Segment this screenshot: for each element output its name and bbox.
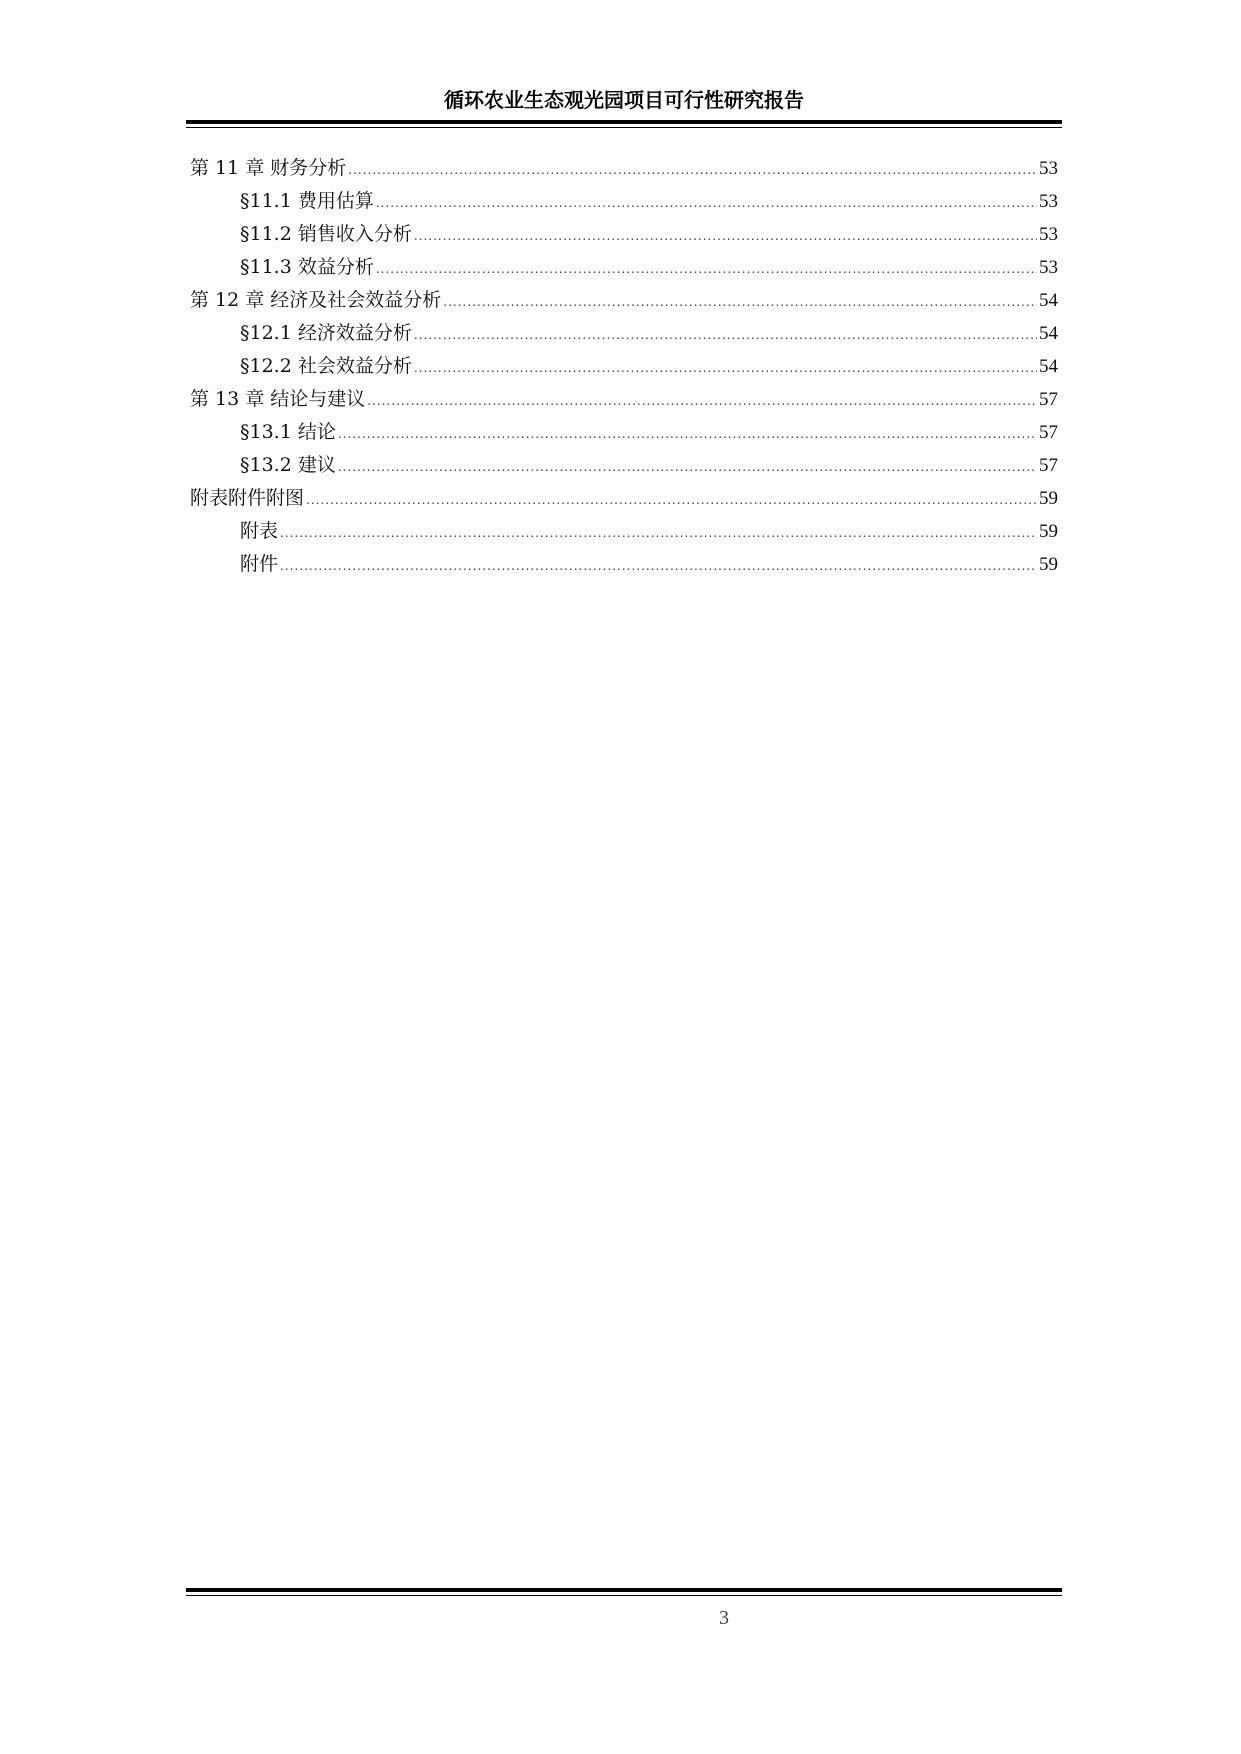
toc-entry[interactable]	[190, 548, 1058, 581]
toc-entry-label: §13.2 建议	[240, 454, 336, 476]
toc-entry[interactable]	[190, 515, 1058, 548]
header-title: 循环农业生态观光园项目可行性研究报告	[444, 88, 804, 112]
toc-entry[interactable]	[190, 449, 1058, 482]
toc-entry-page: 53	[1039, 224, 1058, 245]
toc-entry-label: §12.2 社会效益分析	[240, 355, 412, 377]
toc-entry-page: 54	[1039, 356, 1058, 377]
toc-entry-page: 54	[1039, 323, 1058, 344]
toc-entry-label: 附件	[240, 553, 279, 575]
header-rule-thick	[186, 120, 1062, 124]
table-of-contents	[190, 152, 1058, 581]
footer-rule-thick	[186, 1588, 1062, 1592]
toc-entry-page: 53	[1039, 191, 1058, 212]
toc-leader-dots	[376, 187, 1037, 220]
toc-entry-label: 第 12 章 经济及社会效益分析	[190, 289, 442, 311]
toc-entry-page: 54	[1039, 290, 1058, 311]
toc-entry-label: 第 13 章 结论与建议	[190, 388, 366, 410]
toc-leader-dots	[414, 352, 1037, 385]
toc-entry[interactable]	[190, 482, 1058, 515]
toc-entry[interactable]	[190, 350, 1058, 383]
toc-entry[interactable]	[190, 284, 1058, 317]
toc-entry-label: §13.1 结论	[240, 421, 336, 443]
toc-entry-page: 53	[1039, 257, 1058, 278]
toc-entry-label: §11.1 费用估算	[240, 190, 374, 212]
toc-entry-page: 57	[1039, 389, 1058, 410]
toc-leader-dots	[280, 550, 1037, 583]
toc-leader-dots	[338, 451, 1037, 484]
header-rule-thin	[186, 127, 1062, 128]
toc-entry-label: §11.3 效益分析	[240, 256, 374, 278]
toc-leader-dots	[414, 319, 1037, 352]
toc-entry-label: §12.1 经济效益分析	[240, 322, 412, 344]
toc-leader-dots	[280, 517, 1037, 550]
toc-leader-dots	[348, 154, 1037, 187]
page-number: 3	[719, 1607, 729, 1629]
toc-entry-page: 59	[1039, 521, 1058, 542]
toc-entry[interactable]	[190, 152, 1058, 185]
toc-entry-page: 57	[1039, 455, 1058, 476]
toc-leader-dots	[414, 220, 1037, 253]
toc-entry[interactable]	[190, 185, 1058, 218]
toc-leader-dots	[367, 385, 1037, 418]
toc-entry[interactable]	[190, 416, 1058, 449]
toc-entry[interactable]	[190, 383, 1058, 416]
footer-rule-thin	[186, 1595, 1062, 1596]
toc-entry-page: 59	[1039, 488, 1058, 509]
toc-entry[interactable]	[190, 317, 1058, 350]
toc-entry[interactable]	[190, 251, 1058, 284]
toc-entry-page: 53	[1039, 158, 1058, 179]
toc-leader-dots	[443, 286, 1037, 319]
toc-entry[interactable]	[190, 218, 1058, 251]
toc-entry-label: 附表	[240, 520, 279, 542]
toc-leader-dots	[376, 253, 1037, 286]
toc-entry-label: 附表附件附图	[190, 487, 305, 509]
toc-entry-label: §11.2 销售收入分析	[240, 223, 412, 245]
toc-entry-page: 59	[1039, 554, 1058, 575]
toc-entry-label: 第 11 章 财务分析	[190, 157, 347, 179]
toc-entry-page: 57	[1039, 422, 1058, 443]
toc-leader-dots	[338, 418, 1037, 451]
toc-leader-dots	[306, 484, 1037, 517]
